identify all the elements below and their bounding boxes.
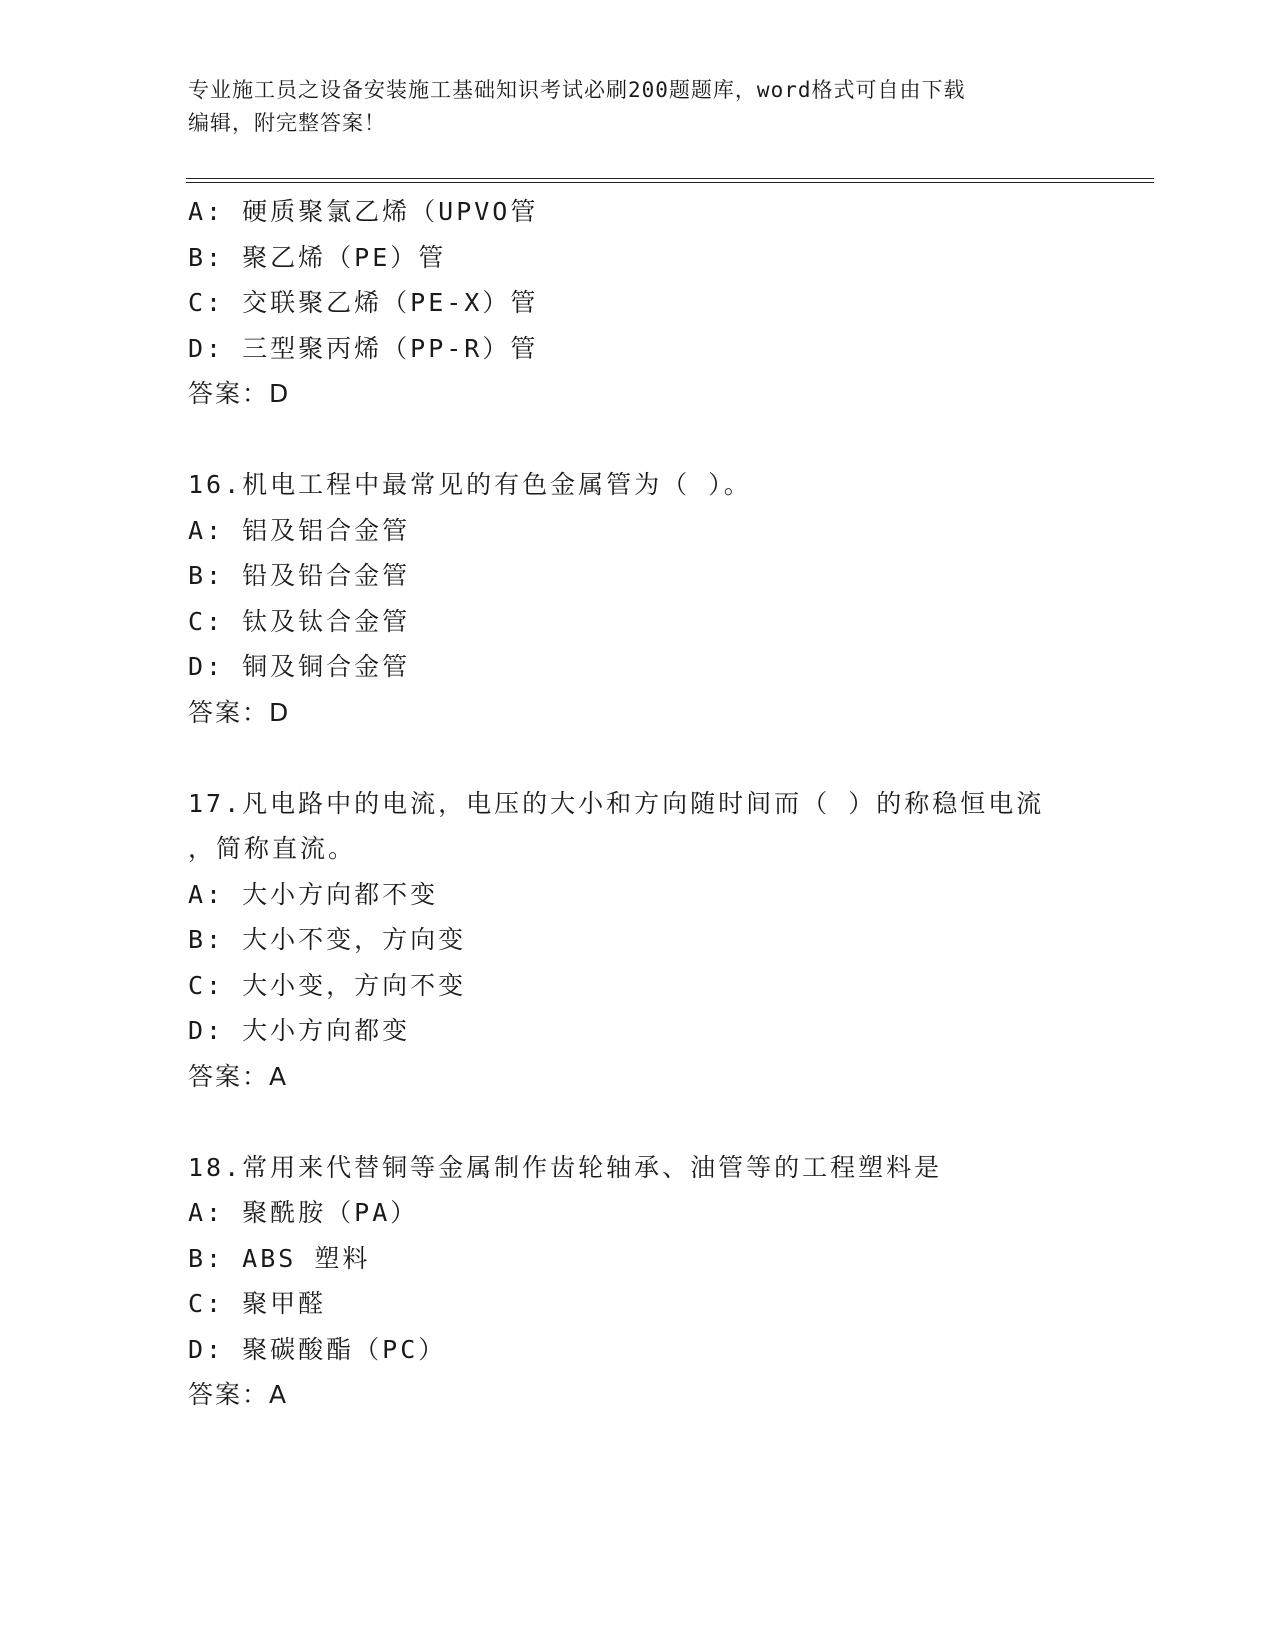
option-b: B: 大小不变，方向变: [188, 925, 467, 954]
option-a: A: 硬质聚氯乙烯（UPVO管: [188, 197, 539, 226]
question-text: 18.常用来代替铜等金属制作齿轮轴承、油管等的工程塑料是: [188, 1152, 943, 1182]
option-a: A: 铝及铝合金管: [188, 515, 411, 545]
option-d: D: 铜及铜合金管: [188, 652, 411, 681]
option-b: B: ABS 塑料: [188, 1243, 371, 1273]
question-text: 16.机电工程中最常见的有色金属管为（ ）。: [188, 470, 752, 499]
document-header: [188, 74, 1088, 140]
option-b: B: 铅及铅合金管: [188, 561, 411, 590]
answer: 答案：D: [188, 379, 291, 408]
header-title-line-2: 编辑，附完整答案！: [188, 111, 386, 135]
header-divider-bottom: [186, 182, 1154, 183]
answer: 答案：A: [188, 1380, 289, 1409]
option-d: D: 聚碳酸酯（PC）: [188, 1334, 447, 1364]
option-d: D: 三型聚丙烯（PP-R）管: [188, 333, 539, 363]
answer: 答案：D: [188, 697, 291, 727]
header-title-line-1: 专业施工员之设备安装施工基础知识考试必刷200题题库，word格式可自由下载: [188, 78, 966, 102]
answer: 答案：A: [188, 1061, 289, 1091]
question-list: [188, 189, 1088, 1418]
spacer: [188, 1099, 1088, 1145]
option-c: C: 钛及钛合金管: [188, 606, 411, 636]
spacer: [188, 417, 1088, 463]
question-text: 17.凡电路中的电流，电压的大小和方向随时间而（ ）的称稳恒电流: [188, 788, 1045, 818]
option-a: A: 大小方向都不变: [188, 879, 439, 909]
option-d: D: 大小方向都变: [188, 1016, 411, 1045]
question-text-continued: ，简称直流。: [188, 834, 357, 863]
option-c: C: 交联聚乙烯（PE-X）管: [188, 288, 539, 317]
option-c: C: 聚甲醛: [188, 1289, 327, 1318]
option-a: A: 聚酰胺（PA）: [188, 1198, 419, 1227]
header-divider-top: [186, 178, 1154, 179]
option-b: B: 聚乙烯（PE）管: [188, 242, 447, 272]
spacer: [188, 735, 1088, 781]
option-c: C: 大小变，方向不变: [188, 970, 467, 1000]
